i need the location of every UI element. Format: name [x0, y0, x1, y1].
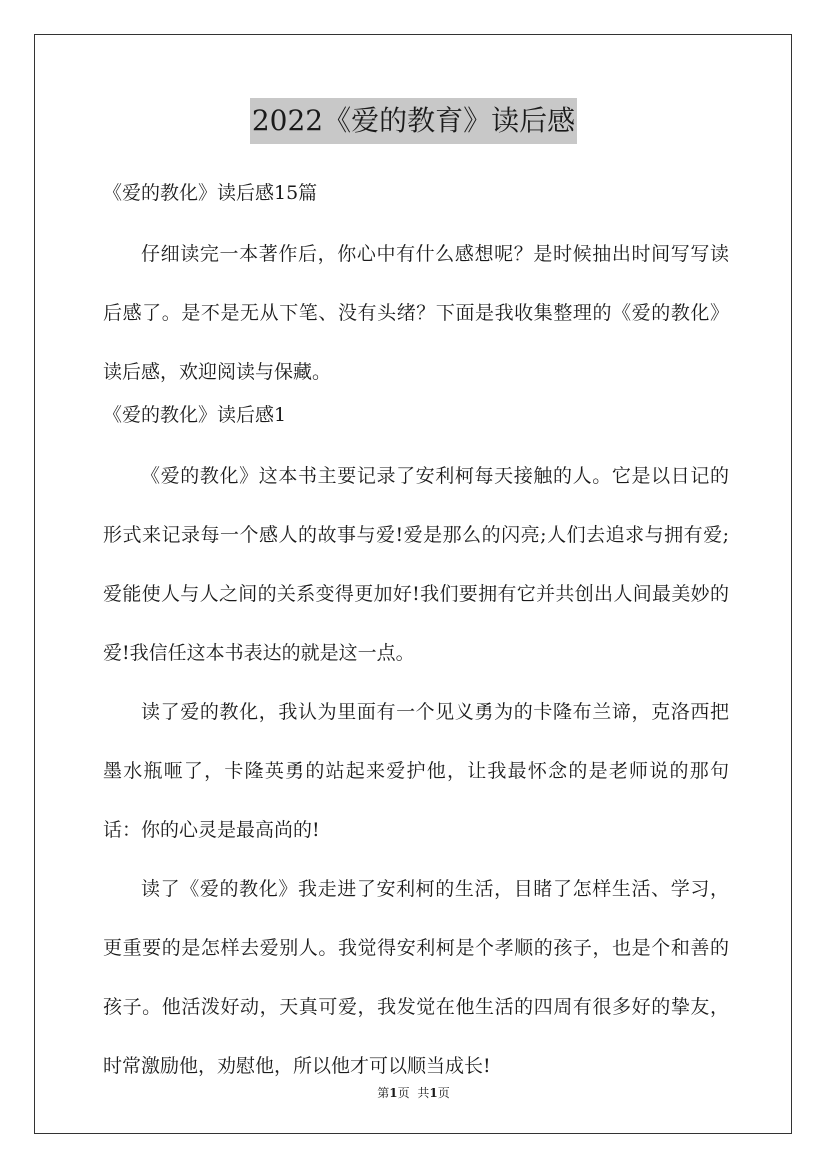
page-footer	[0, 1084, 827, 1101]
body-paragraph: 《爱的教化》这本书主要记录了安利柯每天接触的人。它是以日记的形式来记录每一个感人的故事与爱!爱是那么的闪亮;人们去追求与拥有爱;爱能使人与人之间的关系变得更加好!我们要拥有它并共创出人间最美妙的爱!我信任这本书表达的就是这一点。	[103, 465, 729, 664]
total-label-prefix: 共	[417, 1086, 430, 1100]
body-paragraph: 读了爱的教化，我认为里面有一个见义勇为的卡隆布兰谛，克洛西把墨水瓶咂了，卡隆英勇的站起来爱护他，让我最怀念的是老师说的那句话：你的心灵是最高尚的!	[103, 701, 729, 841]
page-number: 1	[389, 1086, 398, 1100]
section-heading: 《爱的教化》读后感1	[103, 404, 287, 426]
page-label-prefix: 第	[377, 1086, 390, 1100]
page-label-suffix: 页	[397, 1086, 410, 1100]
document-title: 2022《爱的教育》读后感	[250, 98, 577, 144]
document-body	[103, 170, 729, 1096]
total-label-suffix: 页	[437, 1086, 450, 1100]
total-pages: 1	[429, 1086, 438, 1100]
subtitle: 《爱的教化》读后感15篇	[103, 182, 318, 204]
body-paragraph: 读了《爱的教化》我走进了安利柯的生活，目睹了怎样生活、学习，更重要的是怎样去爱别人。我觉得安利柯是个孝顺的孩子，也是个和善的孩子。他活泼好动，天真可爱，我发觉在他生活的四周有很多好的挚友，时常激励他，劝慰他，所以他才可以顺当成长!	[103, 878, 729, 1077]
intro-paragraph: 仔细读完一本著作后，你心中有什么感想呢？是时候抽出时间写写读后感了。是不是无从下笔、没有头绪？下面是我收集整理的《爱的教化》读后感，欢迎阅读与保藏。	[103, 243, 729, 383]
title-container	[0, 98, 827, 144]
